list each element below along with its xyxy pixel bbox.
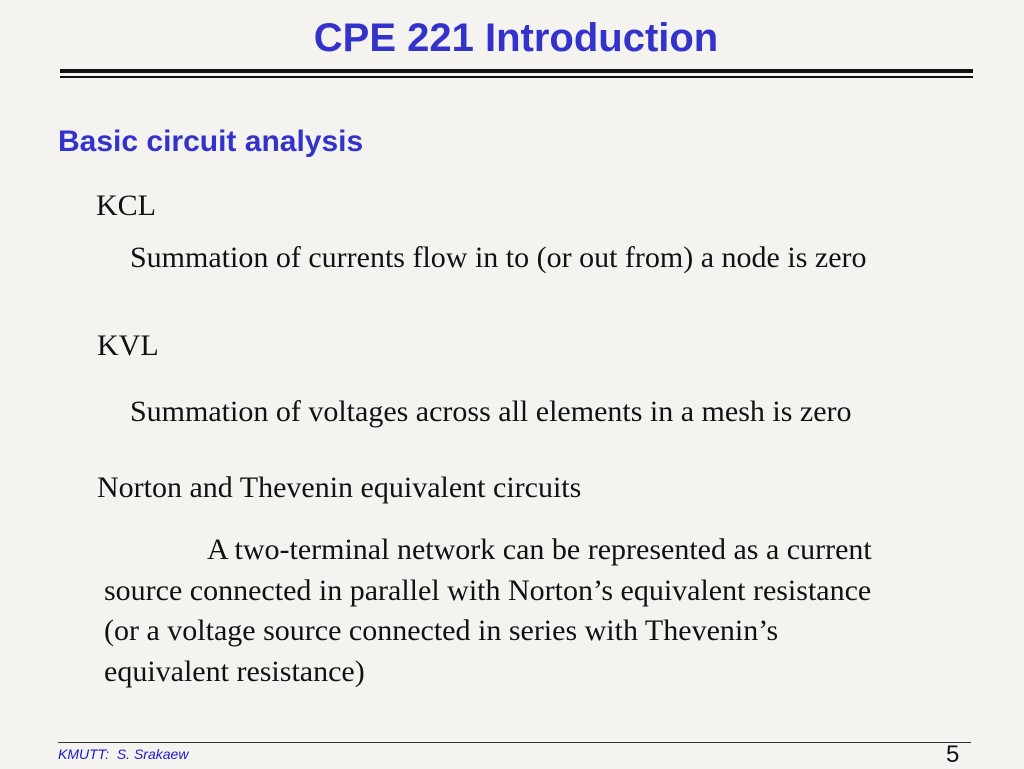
slide-title: CPE 221 Introduction <box>313 16 719 60</box>
description-line: (or a voltage source connected in series with Thevenin’s <box>104 614 779 647</box>
kcl-description: Summation of currents flow in to (or out from) a node is zero <box>130 241 867 274</box>
footer-divider <box>58 742 971 743</box>
kcl-label: KCL <box>96 189 156 222</box>
description-line: equivalent resistance) <box>104 654 365 688</box>
norton-thevenin-description <box>104 530 984 692</box>
norton-thevenin-label: Norton and Thevenin equivalent circuits <box>97 471 582 504</box>
kvl-description: Summation of voltages across all elements in a mesh is zero <box>130 395 852 428</box>
footer-author: KMUTT: S. Srakaew <box>58 746 189 762</box>
page-number: 5 <box>946 741 960 768</box>
title-divider-thin <box>60 76 973 78</box>
description-line: A two-terminal network can be represented as a current <box>207 533 872 566</box>
section-heading: Basic circuit analysis <box>58 125 364 158</box>
description-line: source connected in parallel with Norton’s equivalent resistance <box>104 573 872 607</box>
title-divider-thick <box>60 69 973 73</box>
kvl-label: KVL <box>97 329 159 362</box>
